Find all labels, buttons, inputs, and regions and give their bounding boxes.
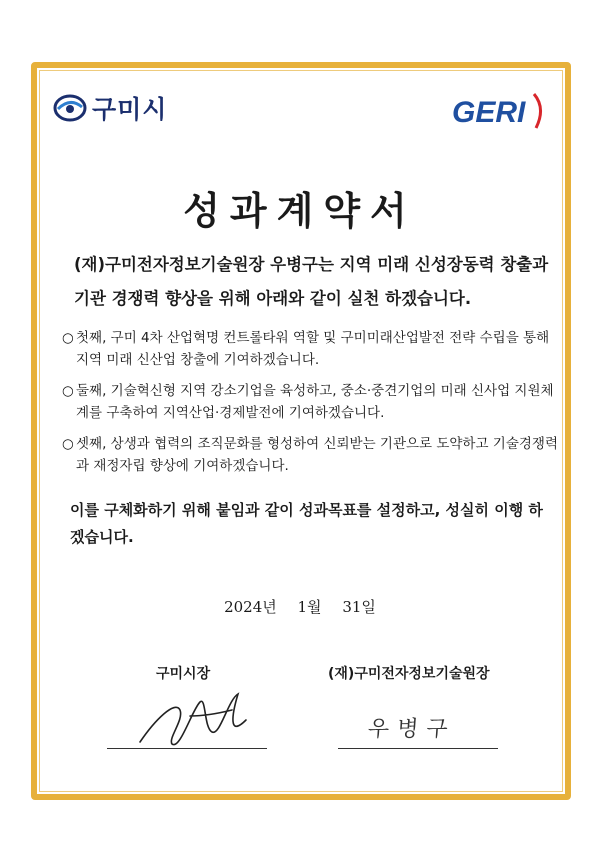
date-year: 2024년 [224,598,277,616]
gumi-city-logo [52,90,167,126]
geri-swoosh-icon [534,94,541,128]
left-signatory-label: 구미시장 [156,666,211,682]
list-item-text: 셋째, 상생과 협력의 조직문화를 형성하여 신뢰받는 기관으로 도약하고 기술경쟁력과 재정자립 향상에 기여하겠습니다. [76,436,559,474]
list-item-text: 둘째, 기술혁신형 지역 강소기업을 육성하고, 중소·중견기업의 미래 신사업 지원체계를 구축하여 지역산업·경제발전에 기여하겠습니다. [76,383,554,421]
geri-logo [450,88,548,132]
intro-paragraph: (재)구미전자정보기술원장 우병구는 지역 미래 신성장동력 창출과 기관 경쟁력 향상을 위해 아래와 같이 실천 하겠습니다. [74,255,549,308]
circle-bullet-icon: ○ [62,330,74,346]
director-signature: 우병구 [366,717,457,742]
list-item [62,380,562,424]
list-item-text: 첫째, 구미 4차 산업혁명 컨트롤타워 역할 및 구미미래산업발전 전략 수립을 통해 지역 미래 신산업 창출에 기여하겠습니다. [76,330,550,368]
gumi-emblem-icon [52,93,88,123]
mayor-signature [120,680,270,752]
circle-bullet-icon: ○ [62,383,74,399]
commitment-list [62,327,562,486]
date-day: 31일 [342,598,376,616]
geri-logo-text: GERI [452,96,526,129]
list-item [62,327,562,371]
signing-date [0,596,600,617]
right-signatory-label: (재)구미전자정보기술원장 [328,666,490,682]
right-signature-line [338,748,498,749]
left-signature-line [107,748,267,749]
date-month: 1월 [297,598,322,616]
circle-bullet-icon: ○ [62,436,74,452]
list-item [62,433,562,477]
document-title: 성과계약서 [183,188,417,233]
gumi-logo-text: 구미시 [92,95,168,124]
closing-paragraph: 이를 구체화하기 위해 붙임과 같이 성과목표를 설정하고, 성실히 이행 하겠습니다. [70,501,543,546]
